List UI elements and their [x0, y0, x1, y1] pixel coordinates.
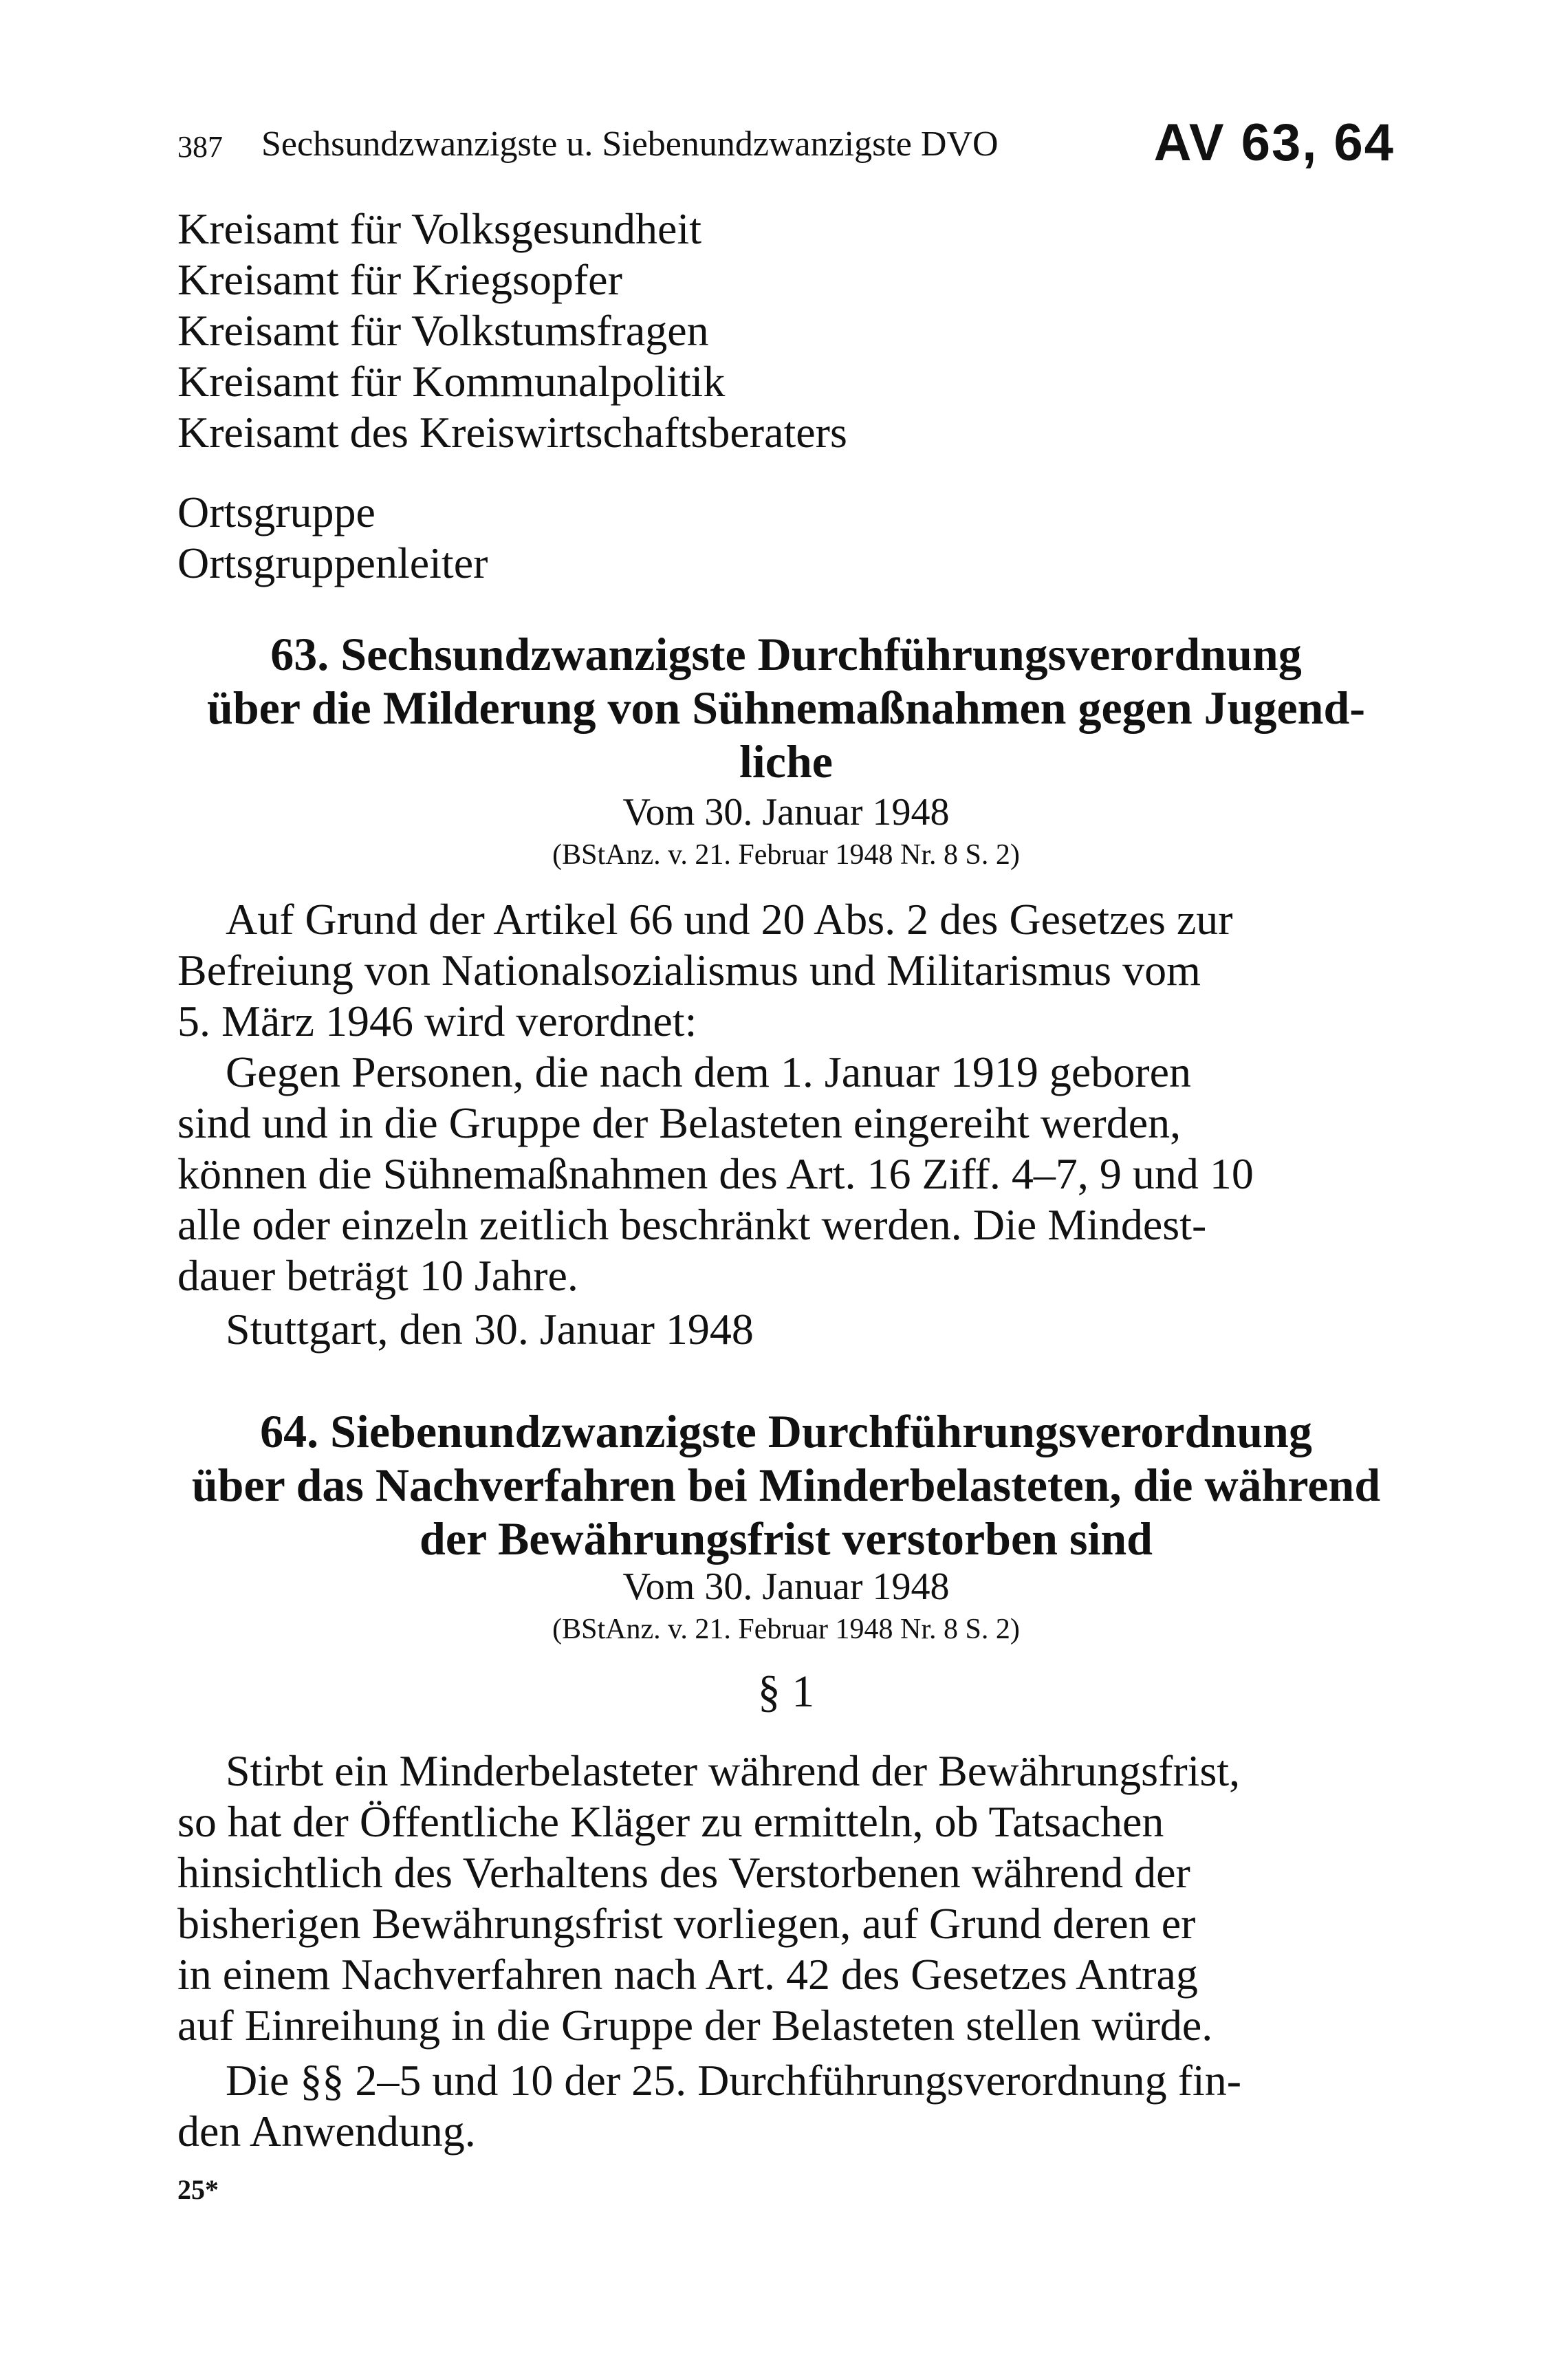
heading-line: 64. Siebenundzwanzigste Durchführungsverordnung: [260, 1405, 1312, 1457]
list-item: Kreisamt für Volksgesundheit: [177, 204, 701, 253]
text-line: Stirbt ein Minderbelasteter während der Bewährungsfrist,: [226, 1746, 1241, 1795]
list-item: Kreisamt für Volkstumsfragen: [177, 306, 709, 355]
text-line: Auf Grund der Artikel 66 und 20 Abs. 2 des Gesetzes zur: [226, 895, 1233, 944]
list-item: Kreisamt für Kommunalpolitik: [177, 357, 726, 406]
text-line: 5. März 1946 wird verordnet:: [177, 997, 697, 1045]
signature-mark: 25*: [177, 2174, 219, 2205]
heading-line: über die Milderung von Sühnemaßnahmen gegen Jugend-: [207, 682, 1365, 734]
section-63-body: [177, 1047, 1395, 1301]
section-63-intro: [177, 894, 1395, 1047]
section-63-heading: [177, 627, 1395, 788]
running-title: Sechsundzwanzigste u. Siebenundzwanzigste DVO: [261, 124, 999, 164]
section-64-body: [177, 1746, 1395, 2051]
place-date: Stuttgart, den 30. Januar 1948: [226, 1305, 754, 1354]
section-64-date: Vom 30. Januar 1948: [622, 1565, 950, 1608]
section-63-date: Vom 30. Januar 1948: [622, 791, 950, 834]
list-item: Kreisamt für Kriegsopfer: [177, 255, 622, 304]
ortsgruppe-list: [177, 487, 488, 589]
text-line: auf Einreihung in die Gruppe der Belasteten stellen würde.: [177, 2001, 1213, 2050]
section-reference: AV 63, 64: [1153, 113, 1395, 172]
heading-line: liche: [739, 735, 833, 788]
section-63-source: (BStAnz. v. 21. Februar 1948 Nr. 8 S. 2): [552, 839, 1020, 871]
section-64-date-block: [177, 1564, 1395, 1649]
kreisamt-list: [177, 204, 847, 458]
text-line: bisherigen Bewährungsfrist vorliegen, auf Grund deren er: [177, 1899, 1196, 1948]
text-line: Die §§ 2–5 und 10 der 25. Durchführungsverordnung fin-: [226, 2056, 1242, 2105]
section-63-date-block: [177, 790, 1395, 875]
page-number: 387: [177, 130, 223, 164]
text-line: so hat der Öffentliche Kläger zu ermitteln, ob Tatsachen: [177, 1797, 1164, 1846]
text-line: Gegen Personen, die nach dem 1. Januar 1919 geboren: [226, 1048, 1191, 1096]
running-header: [177, 110, 1395, 172]
list-item: Ortsgruppe: [177, 488, 375, 536]
paragraph-sign: § 1: [757, 1667, 815, 1717]
list-item: Kreisamt des Kreiswirtschaftsberaters: [177, 408, 847, 457]
text-line: in einem Nachverfahren nach Art. 42 des Gesetzes Antrag: [177, 1950, 1198, 1999]
text-line: dauer beträgt 10 Jahre.: [177, 1251, 578, 1300]
text-line: können die Sühnemaßnahmen des Art. 16 Ziff. 4–7, 9 und 10: [177, 1149, 1254, 1198]
heading-line: der Bewährungsfrist verstorben sind: [420, 1512, 1153, 1565]
heading-line: über das Nachverfahren bei Minderbelasteten, die während: [191, 1459, 1381, 1511]
section-64-final: [177, 2055, 1395, 2157]
text-line: alle oder einzeln zeitlich beschränkt werden. Die Mindest-: [177, 1200, 1207, 1249]
text-line: den Anwendung.: [177, 2107, 476, 2156]
section-64-source: (BStAnz. v. 21. Februar 1948 Nr. 8 S. 2): [552, 1614, 1020, 1645]
text-line: sind und in die Gruppe der Belasteten eingereiht werden,: [177, 1098, 1182, 1147]
section-63-place-date: [177, 1304, 1395, 1355]
heading-line: 63. Sechsundzwanzigste Durchführungsverordnung: [270, 628, 1302, 680]
section-64-heading: [177, 1404, 1395, 1565]
list-item: Ortsgruppenleiter: [177, 539, 488, 587]
text-line: Befreiung von Nationalsozialismus und Militarismus vom: [177, 946, 1201, 995]
text-line: hinsichtlich des Verhaltens des Verstorbenen während der: [177, 1848, 1190, 1897]
